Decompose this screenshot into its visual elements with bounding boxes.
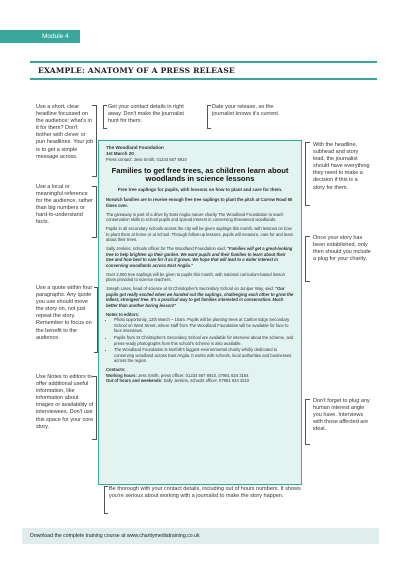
release-notes-heading: Notes to editors: [106, 311, 140, 317]
annotation-subhead: With the headline, subhead and story lead, the journalist should have everything they need to make a decision if this is a story for them. [313, 142, 370, 191]
annotation-date: Date your release, so the journalist knows it's current. [212, 104, 280, 118]
bracket-subhead [305, 142, 310, 206]
release-paragraph-5 [106, 286, 294, 308]
bracket-editors [92, 376, 97, 440]
release-org: The Woodland Foundation [106, 145, 164, 150]
release-paragraph-1: The giveaway is part of a drive by East Anglia nature charity The Woodland Foundation to teach conservation skills to school pupils and spread interest in conserving threatened woodlands. [106, 211, 284, 223]
annotation-human: Don't forget to plug any human interest angle you have. Interviews with those affected are ideal. [313, 398, 370, 433]
bracket-human [305, 399, 310, 445]
release-headline: Families to get free trees, as children learn about woodlands in science lessons [111, 165, 289, 183]
title-rule-bottom [30, 78, 377, 80]
release-notes-list [106, 317, 294, 364]
annotation-editors: Use Notes to editors to offer additional useful information, like information about images or availability of interviewees. Don't use this space for your core story. [36, 374, 94, 430]
bracket-established [305, 236, 310, 282]
working-hours-label: Working hours: [106, 372, 139, 378]
bracket-headline [92, 105, 97, 177]
footer-download-link[interactable]: Download the complete training course at www.charitymediatraining.co.uk [22, 528, 379, 544]
release-paragraph-4: Over 2,000 tree saplings will be given to pupils this month, with national curriculum-based lesson plans provided to science teachers. [106, 271, 285, 283]
release-note-item: • Photo opportunity, 12th March – 10am. Pupils will be planting trees at Carlton Edge Secondary School on West Street, where staff from The Woodland Foundation will be available for face to face interviews. [114, 317, 294, 334]
annotation-contact: Get your contact details in right away. Don't make the journalist hunt for them. [108, 104, 184, 125]
release-quote-1: "Families will get a great-looking tree to help brighten up their garden. We want pupils and their families to learn about their tree and how best to care for it as it grows. We hope that will lead to a wider interest in conserving woodlands across East Anglia." [106, 246, 293, 268]
release-quote-2: "Our pupils got really excited when we handed out the saplings, challenging each other to grow the tallest, strongest tree. It's a practical way to get families interested in conservation. Much better than another boring lesson!" [106, 286, 294, 308]
release-lead: Norwich families are to receive enough free tree saplings to plant the pitch at Carrow Road 60 times over. [106, 197, 293, 208]
release-paragraph-3 [106, 246, 294, 268]
annotation-headline: Use a short, clear headline focussed on the audience: what's in it for them? Don't bother with clever or pun headlines. Your job is to get a simple message across. [36, 104, 94, 160]
out-of-hours-value: Sally Jenkins, schools officer, 07981 634 3210 [163, 378, 250, 384]
out-of-hours-label: Out of hours and weekends: [106, 378, 164, 384]
release-quote-1-intro: Sally Jenkins, schools officer for The Woodland Foundation said: [106, 246, 228, 252]
bracket-local [92, 186, 97, 238]
release-paragraph-2: Pupils in all secondary schools across the city will be given saplings this month, with lessons on how to plant them at home or at school. Through follow-up lessons, pupils will measure, care for and learn about their trees. [106, 226, 294, 243]
release-date: 1st March 20 [106, 151, 134, 156]
module-tab: Module 4 [0, 30, 80, 43]
annotation-established: Once your story has been established, only then should you include a plug for your charity. [313, 235, 371, 263]
press-release-panel [98, 140, 302, 485]
annotation-local: Use a local or meaningful reference for the audience, rather than big numbers or hard-to-understand facts. [36, 184, 93, 226]
bracket-date [207, 105, 211, 129]
release-note-item: • Pupils from St Christopher's Secondary School are available for interview about the scheme, and press-ready photographs from this school's scheme is also available. [114, 335, 294, 346]
working-hours-value: Jess Smith, press officer, 01234 567 8910, 07981 634 3154 [138, 372, 249, 378]
release-out-of-hours [106, 378, 294, 384]
bracket-thorough [104, 486, 108, 514]
release-contacts [106, 367, 294, 384]
release-contacts-heading: Contacts: [106, 366, 126, 372]
release-quote-2-intro: Joseph Lines, head of science at St Christopher's Secondary School on Juniper Way, said: [106, 286, 276, 292]
title-rule-top [30, 61, 377, 63]
release-press-contact: Press contact: Jess Smith, 01234 567 8910 [106, 157, 187, 162]
release-note-item: • The Woodland Foundation is Norfolk's biggest environmental charity wholly dedicated to conserving woodland across East Anglia. It works with schools, local authorities and businesses across the region. [114, 347, 294, 364]
release-subhead: Free tree saplings for pupils, with lessons on how to plant and care for them. [117, 187, 283, 193]
page-title: EXAMPLE: ANATOMY OF A PRESS RELEASE [38, 66, 235, 75]
annotation-quote: Use a quote within four paragraphs. Any quote you use should move the story on, not just repeat the story. Remember to focus on the benefit to the audience. [36, 285, 93, 341]
annotation-thorough: Be thorough with your contact details, including out of hours numbers. It shows you're serious about working with a journalist to make the story happen. [109, 486, 301, 500]
bracket-contact [103, 105, 107, 129]
